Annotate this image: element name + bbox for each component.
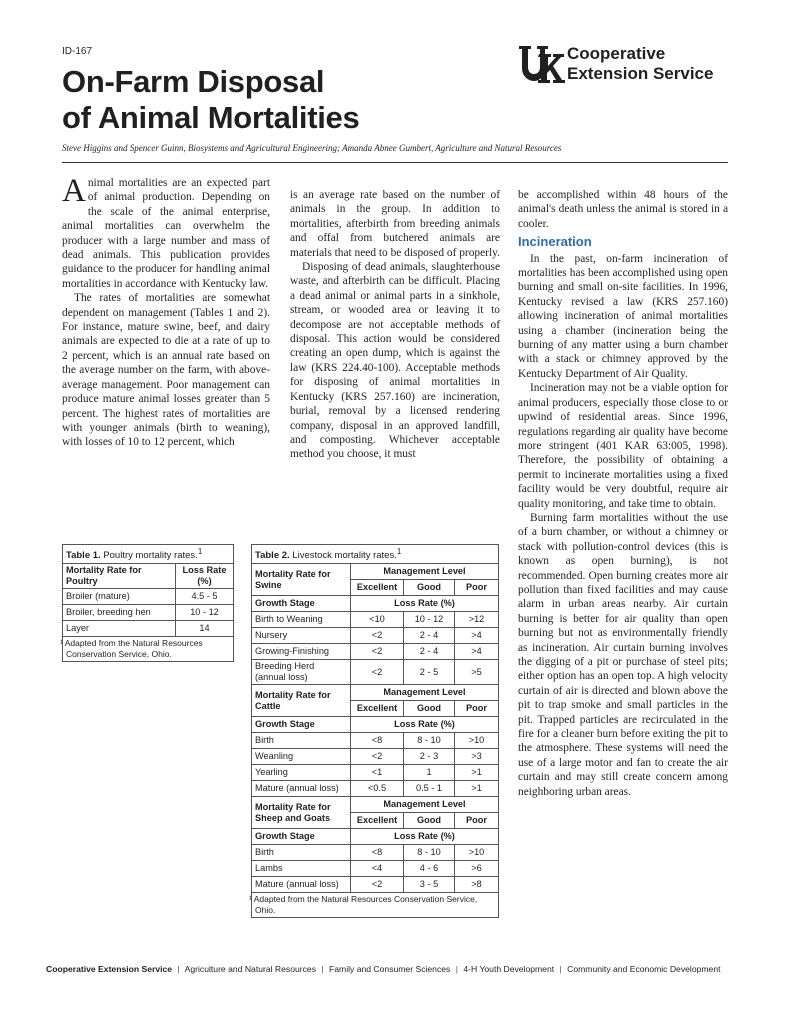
table-row [252, 749, 499, 765]
body-column-3 [518, 188, 728, 799]
paragraph-incineration-1: In the past, on-farm incineration of mortalities has been accomplished using open burning and small on-site facilities. In 1996, Kentucky revised a law (KRS 257.160) allowing incineration of animal mortalities using a chamber (incineration being the burning of any matter using a burn chamber with a stack or chimney approved by the Kentucky Department of Air Quality. [518, 252, 728, 380]
table-poultry [62, 544, 234, 662]
cell-value: >1 [455, 781, 499, 797]
uk-logo-icon [517, 44, 565, 86]
cell-value: >8 [455, 877, 499, 893]
table-row [252, 644, 499, 660]
row-label: Nursery [252, 628, 351, 644]
row-label: Weanling [252, 749, 351, 765]
header-divider [62, 162, 728, 163]
cell-value: 10 - 12 [176, 605, 234, 621]
management-level-header: Management Level [351, 564, 499, 580]
cell-value: <8 [351, 845, 404, 861]
table-row [252, 845, 499, 861]
loss-rate-header: Loss Rate (%) [351, 829, 499, 845]
paragraph-incineration-3: Burning farm mortalities without the use of a burn chamber, or without a chimney or stack with pollution-control devices (this is known as open burning), is not recommended. Open burning creates more air pollution than fixed facilities and may cause alarm in urban areas nearby. Air curtain burning is better for air quality than open burning but not as environmentally friendly as incineration. Air curtain burning involves the digging of a pit or purchase of steel pits; either option has an open top. A high velocity curtain of air is directed and blown above the pit to trap smoke and small particles in the pit. Trapped particles are recirculated in the fire for a cleaner burn before exiting the pit to the atmosphere. These systems will need the use of a large motor and fan to create the air curtain and may still create concern among neighboring urban areas. [518, 511, 728, 798]
cell-value: >6 [455, 861, 499, 877]
cell-value: <10 [351, 612, 404, 628]
title-line-2: of Animal Mortalities [62, 100, 360, 135]
column-header-good: Good [404, 813, 455, 829]
logo-line-2: Extension Service [567, 64, 714, 83]
table-row [63, 589, 234, 605]
row-label: Growing-Finishing [252, 644, 351, 660]
footer-unit: Community and Economic Development [567, 964, 721, 974]
table-row [252, 765, 499, 781]
cell-value: 2 - 4 [404, 644, 455, 660]
title-line-1: On-Farm Disposal [62, 64, 325, 99]
column-header-good: Good [404, 701, 455, 717]
row-label: Broiler (mature) [63, 589, 176, 605]
table-row [252, 660, 499, 685]
table-caption [62, 544, 234, 563]
column-header-poor: Poor [455, 813, 499, 829]
page-title [62, 64, 482, 136]
management-level-header: Management Level [351, 685, 499, 701]
loss-rate-header: Loss Rate (%) [351, 596, 499, 612]
growth-stage-header: Growth Stage [252, 717, 351, 733]
row-label: Breeding Herd (annual loss) [252, 660, 351, 685]
footer-unit: Agriculture and Natural Resources [184, 964, 316, 974]
paragraph-disposal-cont: be accomplished within 48 hours of the animal's death unless the animal is stored in a cooler. [518, 189, 728, 230]
paragraph-intro-text: nimal mortalities are an expected part of animal production. Depending on the scale of the animal enterprise, animal mortalities can overwhelm the producer with a large number and mass of dead animals. This publication provides guidance to the producer for handling animal mortalities in accordance with Kentucky law. [62, 177, 270, 290]
footer-org: Cooperative Extension Service [46, 964, 173, 974]
cell-value: 0.5 - 1 [404, 781, 455, 797]
cell-value: >1 [455, 765, 499, 781]
cell-value: 8 - 10 [404, 845, 455, 861]
table-label: Table 1. [66, 550, 101, 562]
cell-value: <2 [351, 660, 404, 685]
footnote-marker: 1 [396, 547, 402, 556]
paragraph-incineration-2: Incineration may not be a viable option for animal producers, especially those close to or upwind of residential areas. Since 1996, regulations regarding air quality have become more stringent (401 KAR 63:005, 1998). Therefore, the possibility of obtaining a permit to incinerate mortalities using a fixed facility would be very doubtful, require air quality monitoring, and take time to obtain. [518, 382, 728, 510]
table-row [252, 733, 499, 749]
paragraph-rates: The rates of mortalities are somewhat dependent on management (Tables 1 and 2). For instance, mature swine, beef, and dairy animals are expected to die at a rate of up to 2 percent, which is an annual rate based on the average number on the farm, with above-average management. Poor management can produce mature animal losses greater than 5 percent. The highest rates of mortalities are with younger animals (birth to weaning), with losses of 10 to 12 percent, which [62, 292, 270, 449]
cell-value: 4 - 6 [404, 861, 455, 877]
section-header-sheep-goats: Mortality Rate for Sheep and Goats [252, 797, 351, 829]
table-row [252, 612, 499, 628]
body-column-2 [290, 188, 500, 462]
row-label: Yearling [252, 765, 351, 781]
paragraph-disposal: Disposing of dead animals, slaughterhouse waste, and afterbirth can be difficult. Placing a dead animal or animal parts in a sinkhole, stream, or wooded area or leaving it to decompose are not acceptable methods of disposal. This action would be considered creating an open dump, which is against the law (KRS 224.40-100). Acceptable methods for disposing of animal mortalities in Kentucky (KRS 257.160) are incineration, burial, removal by a licensed rendering company, disposal in an approved landfill, and composting. Whichever acceptable method you choose, it must [290, 261, 500, 461]
column-header: Mortality Rate for Poultry [63, 564, 176, 589]
column-header-excellent: Excellent [351, 580, 404, 596]
column-header-excellent: Excellent [351, 813, 404, 829]
row-label: Birth [252, 733, 351, 749]
cell-value: <8 [351, 733, 404, 749]
footer-separator: | [321, 964, 324, 974]
logo-line-1: Cooperative [567, 44, 666, 63]
cell-value: <0.5 [351, 781, 404, 797]
publication-id: ID-167 [62, 46, 93, 57]
management-level-header: Management Level [351, 797, 499, 813]
cell-value: 2 - 4 [404, 628, 455, 644]
footer-unit: 4-H Youth Development [463, 964, 555, 974]
cell-value: 10 - 12 [404, 612, 455, 628]
poultry-table-grid [62, 563, 234, 662]
column-header-excellent: Excellent [351, 701, 404, 717]
extension-logo [517, 44, 732, 88]
cell-value: <4 [351, 861, 404, 877]
table-footnote: ¹ Adapted from the Natural Resources Conservation Service, Ohio. [252, 893, 499, 918]
table-livestock [251, 544, 499, 918]
growth-stage-header: Growth Stage [252, 596, 351, 612]
footer-separator: | [177, 964, 180, 974]
table-row [63, 621, 234, 637]
cell-value: 14 [176, 621, 234, 637]
footer-unit: Family and Consumer Sciences [329, 964, 451, 974]
table-caption-text: Poultry mortality rates. [100, 550, 198, 562]
row-label: Mature (annual loss) [252, 781, 351, 797]
table-row [252, 877, 499, 893]
column-header-poor: Poor [455, 701, 499, 717]
table-row [252, 861, 499, 877]
cell-value: <2 [351, 877, 404, 893]
section-header-cattle: Mortality Rate for Cattle [252, 685, 351, 717]
loss-rate-header: Loss Rate (%) [351, 717, 499, 733]
cell-value: 2 - 3 [404, 749, 455, 765]
drop-cap: A [62, 173, 86, 209]
row-label: Lambs [252, 861, 351, 877]
footer-bar [46, 964, 746, 974]
cell-value: 8 - 10 [404, 733, 455, 749]
row-label: Broiler, breeding hen [63, 605, 176, 621]
column-header-poor: Poor [455, 580, 499, 596]
table-label: Table 2. [255, 550, 290, 562]
table-caption-text: Livestock mortality rates. [289, 550, 397, 562]
table-row [252, 628, 499, 644]
cell-value: 4.5 - 5 [176, 589, 234, 605]
cell-value: >10 [455, 733, 499, 749]
column-header: Loss Rate (%) [176, 564, 234, 589]
section-header-swine: Mortality Rate for Swine [252, 564, 351, 596]
table-row [63, 605, 234, 621]
cell-value: <2 [351, 749, 404, 765]
growth-stage-header: Growth Stage [252, 829, 351, 845]
row-label: Layer [63, 621, 176, 637]
cell-value: <2 [351, 628, 404, 644]
row-label: Mature (annual loss) [252, 877, 351, 893]
paragraph-intro [62, 173, 270, 291]
row-label: Birth [252, 845, 351, 861]
cell-value: >4 [455, 644, 499, 660]
cell-value: 2 - 5 [404, 660, 455, 685]
cell-value: >12 [455, 612, 499, 628]
column-header-good: Good [404, 580, 455, 596]
cell-value: 3 - 5 [404, 877, 455, 893]
cell-value: >4 [455, 628, 499, 644]
footer-separator: | [559, 964, 562, 974]
table-caption [251, 544, 499, 563]
cell-value: <1 [351, 765, 404, 781]
row-label: Birth to Weaning [252, 612, 351, 628]
cell-value: <2 [351, 644, 404, 660]
cell-value: >10 [455, 845, 499, 861]
cell-value: >5 [455, 660, 499, 685]
author-line: Steve Higgins and Spencer Guinn, Biosystems and Agricultural Engineering; Amanda Abnee Gumbert, Agriculture and Natural Resources [62, 143, 562, 153]
table-row [252, 781, 499, 797]
cell-value: >3 [455, 749, 499, 765]
footer-separator: | [455, 964, 458, 974]
footnote-marker: 1 [197, 547, 203, 556]
section-heading-incineration: Incineration [518, 234, 592, 250]
cell-value: 1 [404, 765, 455, 781]
body-column-1 [62, 173, 270, 450]
paragraph-rates-cont: is an average rate based on the number of animals in the group. In addition to mortalities, afterbirth from breeding animals and offal from butchered animals are materials that need to be disposed of properly. [290, 189, 500, 259]
table-footnote: ¹ Adapted from the Natural Resources Conservation Service, Ohio. [63, 637, 234, 662]
livestock-table-grid [251, 563, 499, 918]
